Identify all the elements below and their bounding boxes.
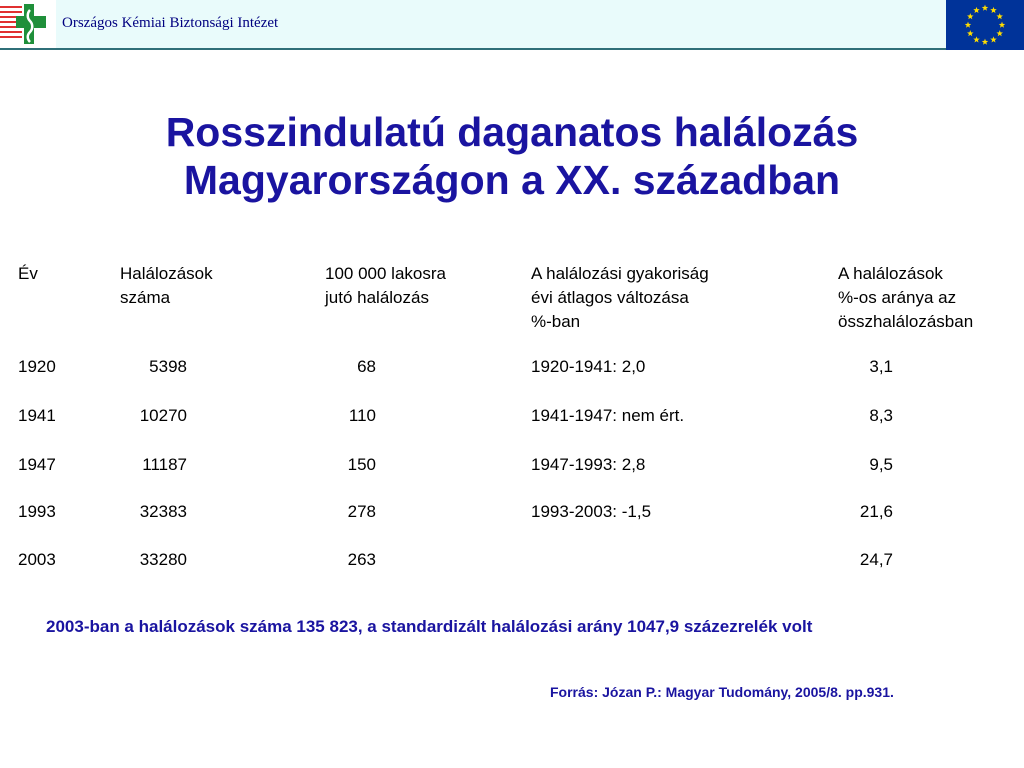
header-year: Év (18, 264, 38, 283)
cell-share: 21,6 (859, 502, 893, 521)
cell-year: 1920 (18, 357, 56, 376)
eu-star-icon (999, 22, 1005, 28)
cell-year: 1993 (18, 502, 56, 521)
page-title (0, 108, 1024, 204)
source-citation: Forrás: Józan P.: Magyar Tudomány, 2005/8. pp.931. (550, 684, 894, 700)
cell-per-100k: 68 (357, 357, 376, 376)
eu-star-icon (996, 13, 1002, 19)
eu-star-icon (996, 30, 1002, 36)
title-line-2: Magyarországon a XX. században (183, 157, 841, 203)
summary-note: 2003-ban a halálozások száma 135 823, a standardizált halálozási arány 1047,9 százezrelék volt (46, 617, 813, 636)
cell-per-100k: 278 (347, 502, 376, 521)
eu-star-icon (965, 22, 971, 28)
eu-star-icon (990, 7, 996, 13)
cell-change: 1920-1941: 2,0 (531, 357, 646, 376)
header-change: A halálozási gyakoriság évi átlagos változása %-ban (531, 264, 709, 331)
cell-share: 3,1 (869, 357, 893, 376)
eu-star-icon (990, 36, 996, 42)
header-deaths: Halálozások száma (120, 264, 213, 307)
cell-share: 8,3 (869, 406, 893, 425)
title-line-1: Rosszindulatú daganatos halálozás (165, 109, 859, 155)
cell-per-100k: 150 (347, 455, 376, 474)
cell-year: 1941 (18, 406, 56, 425)
cell-deaths: 5398 (149, 357, 187, 376)
organization-name: Országos Kémiai Biztonsági Intézet (62, 15, 279, 31)
cell-per-100k: 110 (348, 406, 376, 425)
cell-deaths: 32383 (139, 502, 187, 521)
institute-logo-icon (0, 0, 56, 48)
eu-star-icon (967, 30, 973, 36)
eu-star-icon (973, 36, 979, 42)
cell-year: 1947 (18, 455, 56, 474)
cell-share: 9,5 (869, 455, 893, 474)
header-share: A halálozások %-os aránya az összhalálozásban (838, 264, 974, 331)
cell-share: 24,7 (859, 550, 893, 569)
header-per-100k: 100 000 lakosra jutó halálozás (325, 264, 446, 307)
cell-deaths: 10270 (139, 406, 187, 425)
cell-deaths: 11187 (142, 455, 187, 474)
cell-change: 1941-1947: nem ért. (531, 406, 685, 425)
cell-change: 1993-2003: -1,5 (531, 502, 652, 521)
eu-flag-icon (946, 0, 1024, 50)
eu-star-icon (982, 5, 988, 11)
cell-deaths: 33280 (139, 550, 187, 569)
eu-star-icon (982, 39, 988, 45)
cell-per-100k: 263 (347, 550, 376, 569)
eu-star-icon (967, 13, 973, 19)
cell-year: 2003 (18, 550, 56, 569)
eu-star-icon (973, 7, 979, 13)
cell-change: 1947-1993: 2,8 (531, 455, 646, 474)
header-bar (0, 0, 1024, 50)
